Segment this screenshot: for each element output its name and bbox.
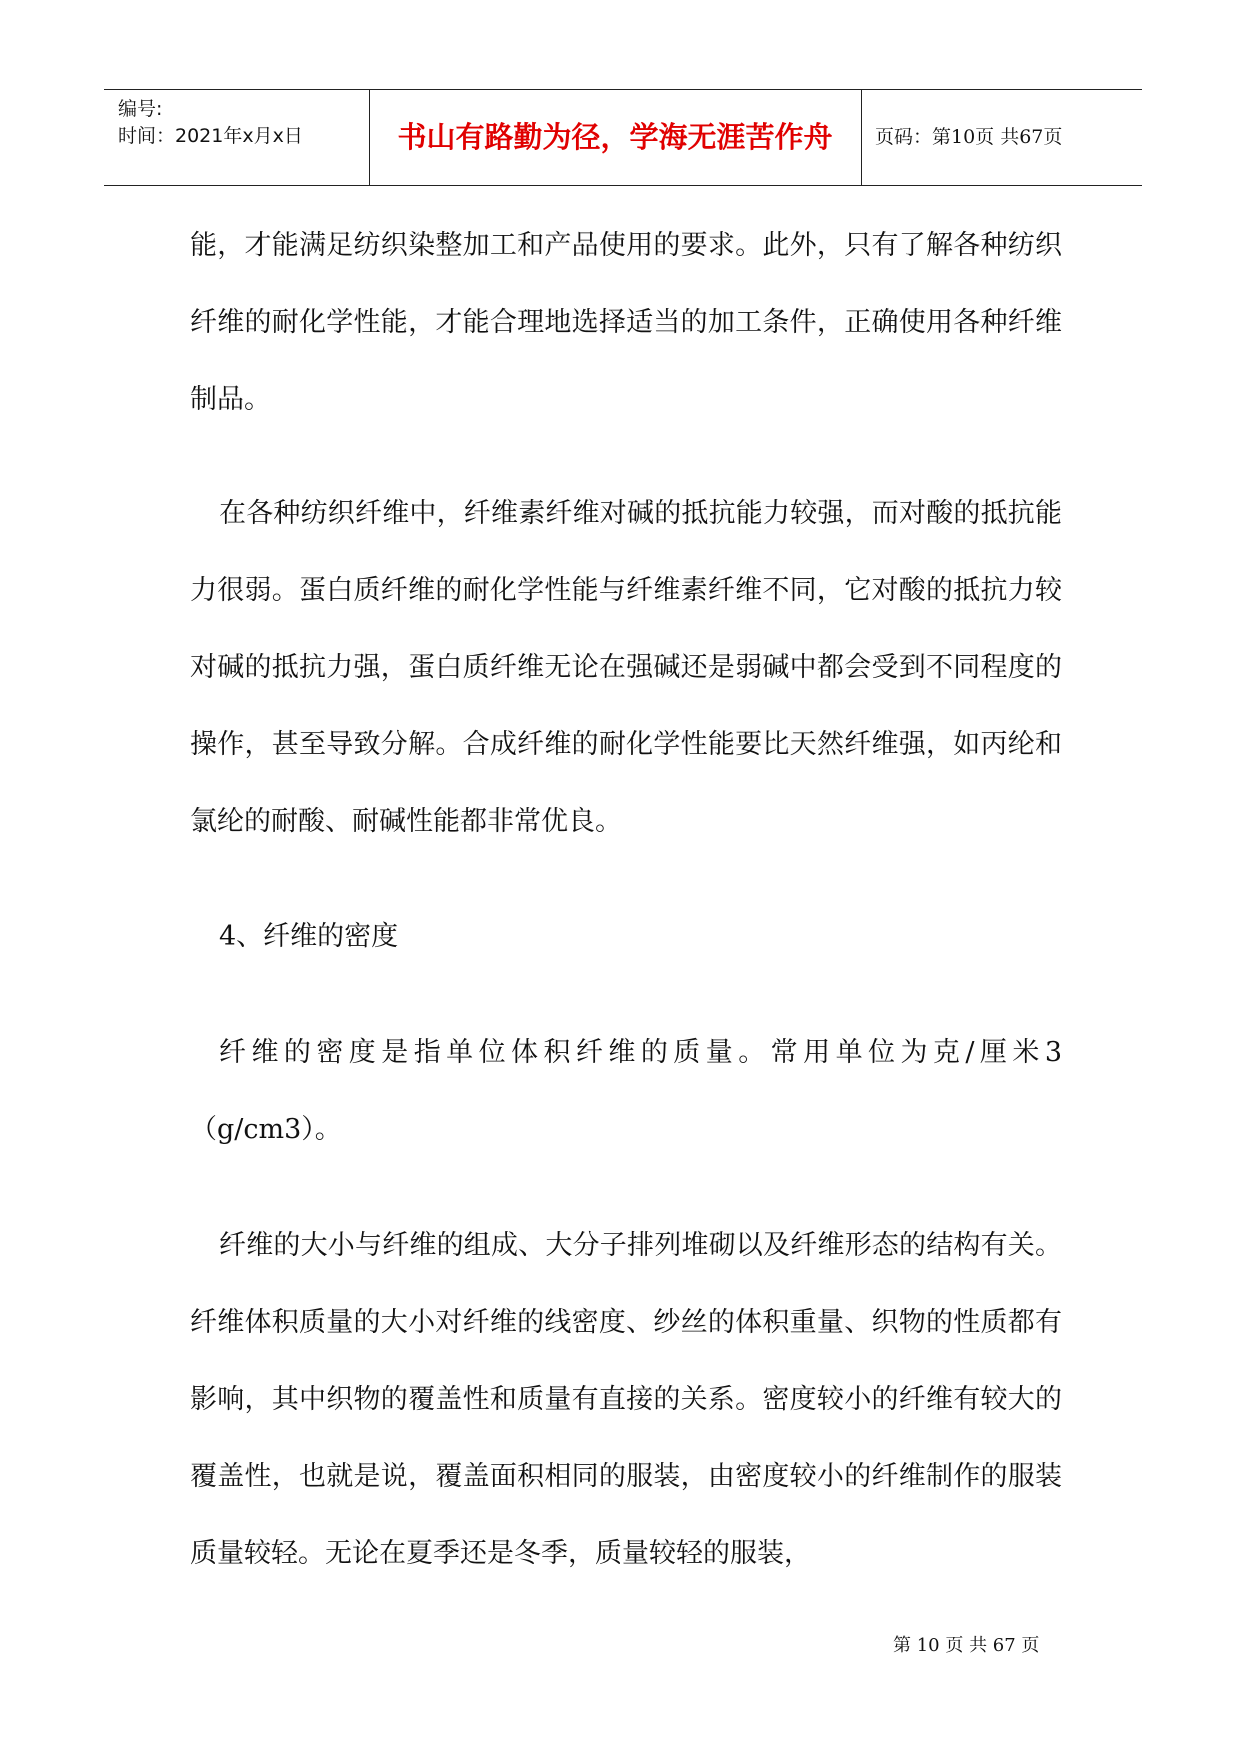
paragraph-2: 在各种纺织纤维中，纤维素纤维对碱的抵抗能力较强，而对酸的抵抗能力很弱。蛋白质纤维的耐化学性能与纤维素纤维不同，它对酸的抵抗力较对碱的抵抗力强，蛋白质纤维无论在强碱还是弱碱中都会受到不同程度的操作，甚至导致分解。合成纤维的耐化学性能要比天然纤维强，如丙纶和氯纶的耐酸、耐碱性能都非常优良。: [190, 498, 1062, 837]
paragraph-1: 能，才能满足纺织染整加工和产品使用的要求。此外，只有了解各种纺织纤维的耐化学性能，才能合理地选择适当的加工条件，正确使用各种纤维制品。: [190, 230, 1062, 415]
header-info-cell: [104, 90, 370, 185]
page-footer: 第 10 页 共 67 页: [893, 1635, 1040, 1656]
section-heading: 4、纤维的密度: [219, 921, 399, 952]
motto-text: 书山有路勤为径，学海无涯苦作舟: [397, 120, 833, 154]
paragraph-4: 纤维的大小与纤维的组成、大分子排列堆砌以及纤维形态的结构有关。纤维体积质量的大小对纤维的线密度、纱丝的体积重量、织物的性质都有影响，其中织物的覆盖性和质量有直接的关系。密度较小的纤维有较大的覆盖性，也就是说，覆盖面积相同的服装，由密度较小的纤维制作的服装质量较轻。无论在夏季还是冬季，质量较轻的服装，: [190, 1230, 1062, 1569]
page-header: [104, 89, 1142, 186]
header-motto-cell: [369, 90, 862, 185]
paragraph-3: 纤维的密度是指单位体积纤维的质量。常用单位为克/厘米3（g/cm3）。: [190, 1037, 1062, 1145]
page-number-label: 页码：第10页 共67页: [875, 126, 1063, 148]
serial-label: 编号:: [118, 98, 163, 120]
header-page-cell: [861, 90, 1142, 185]
time-label: 时间：2021年x月x日: [118, 125, 303, 147]
